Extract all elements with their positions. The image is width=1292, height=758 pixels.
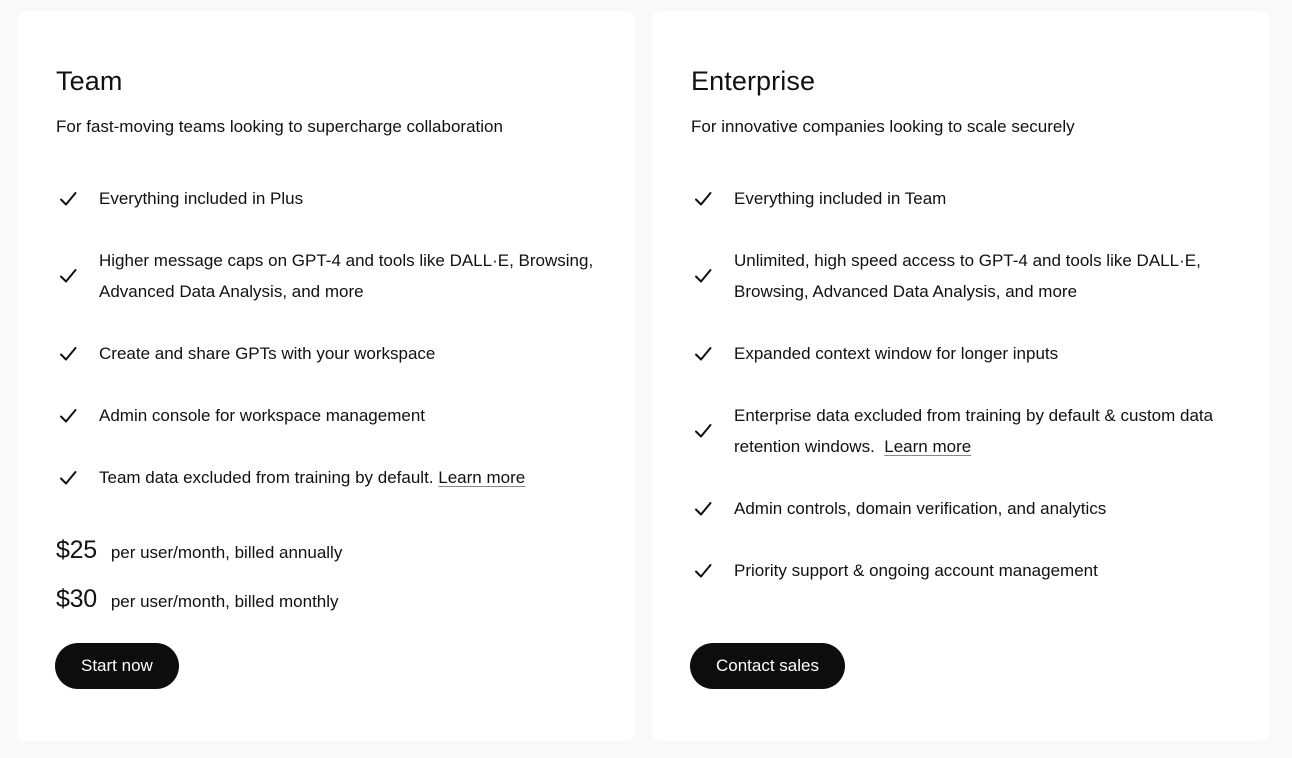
feature-text: Expanded context window for longer inputs	[734, 344, 1059, 363]
feature-item	[17, 400, 577, 431]
plan-subtitle: For fast-moving teams looking to supercharge collaboration	[56, 117, 503, 136]
check-icon	[58, 344, 78, 364]
feature-text: Admin controls, domain verification, and analytics	[734, 499, 1107, 518]
feature-item	[652, 245, 1212, 307]
feature-text: Priority support & ongoing account management	[734, 561, 1098, 580]
feature-item	[652, 400, 1218, 462]
check-icon	[693, 421, 713, 441]
feature-item	[652, 338, 1212, 369]
price-description: per user/month, billed annually	[110, 543, 343, 562]
plan-title: Team	[56, 66, 123, 96]
plan-title: Enterprise	[691, 66, 816, 96]
feature-item	[652, 493, 1212, 524]
team-plan-card	[17, 11, 635, 741]
start-now-button[interactable]: Start now	[55, 643, 179, 689]
check-icon	[693, 266, 713, 286]
check-icon	[58, 189, 78, 209]
price-annual	[56, 534, 342, 566]
contact-sales-button[interactable]: Contact sales	[690, 643, 845, 689]
enterprise-plan-card	[652, 11, 1270, 741]
check-icon	[693, 344, 713, 364]
check-icon	[693, 499, 713, 519]
feature-item	[652, 555, 1212, 586]
feature-item	[17, 245, 594, 307]
feature-text: Create and share GPTs with your workspace	[99, 344, 436, 363]
check-icon	[693, 189, 713, 209]
plan-subtitle: For innovative companies looking to scale securely	[691, 117, 1075, 136]
feature-item	[17, 183, 577, 214]
feature-text: Everything included in Plus	[99, 189, 304, 208]
feature-text-body: Enterprise data excluded from training by default & custom data retention windows.	[734, 406, 1218, 456]
feature-text	[734, 400, 1234, 462]
learn-more-link[interactable]: Learn more	[438, 468, 526, 487]
feature-text: Everything included in Team	[734, 189, 947, 208]
feature-item	[17, 338, 577, 369]
check-icon	[58, 266, 78, 286]
learn-more-link[interactable]: Learn more	[884, 437, 972, 456]
feature-text-body: Admin console for workspace management	[99, 406, 425, 425]
feature-text	[99, 400, 609, 431]
check-icon	[693, 561, 713, 581]
feature-text	[99, 462, 609, 493]
feature-item	[17, 462, 577, 493]
check-icon	[58, 468, 78, 488]
price-amount: $30	[56, 585, 97, 613]
feature-text: Higher message caps on GPT-4 and tools like DALL·E, Browsing, Advanced Data Analysis, and more	[99, 251, 594, 301]
feature-text: Unlimited, high speed access to GPT-4 and tools like DALL·E, Browsing, Advanced Data Analysis, and more	[734, 251, 1201, 301]
price-monthly	[56, 583, 339, 615]
feature-text-body: Team data excluded from training by default.	[99, 468, 439, 487]
feature-item	[652, 183, 1212, 214]
check-icon	[58, 406, 78, 426]
price-description: per user/month, billed monthly	[110, 592, 339, 611]
price-amount: $25	[56, 536, 97, 564]
